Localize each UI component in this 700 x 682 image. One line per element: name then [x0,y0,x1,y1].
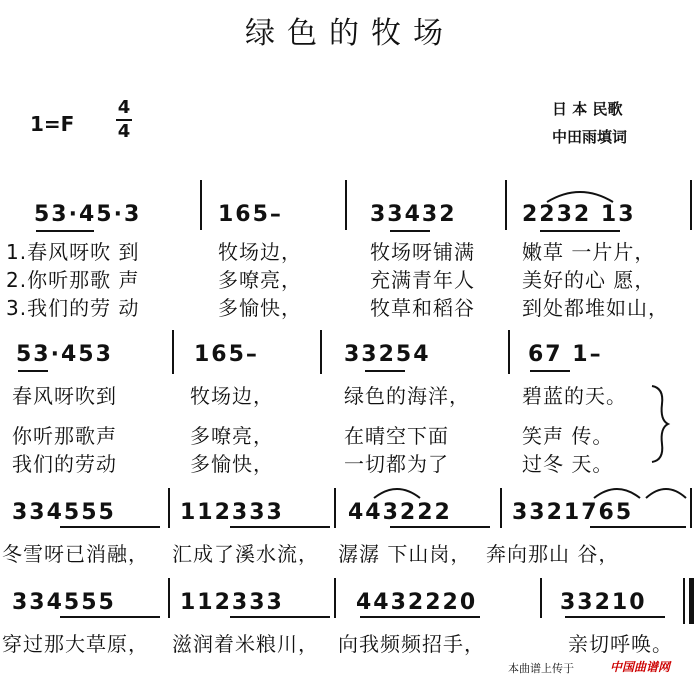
lyric-verse-2: 多嘹亮， [190,424,274,448]
measure-notes: 334555 [12,590,116,615]
lyric-line: 奔向那山 谷， [486,542,620,566]
beam-underline [36,230,94,232]
verse-bracket [648,384,672,464]
measure-notes: 165– [218,202,283,227]
lyric-line: 汇成了溪水流， [172,542,319,566]
slur [372,484,422,500]
lyric-verse-1: 牧场边， [190,384,274,408]
beam-underline [565,616,665,618]
measure-notes: 2232 13 [522,202,636,227]
measure-notes: 33210 [560,590,647,615]
lyric-verse-1: 1.春风呀吹 到 [6,240,140,264]
time-signature [116,98,132,142]
measure-notes: 3321765 [512,500,634,525]
beam-underline [360,616,480,618]
lyric-verse-3: 到处都堆如山， [522,296,669,320]
lyric-verse-1: 牧场呀铺满 [370,240,475,264]
lyric-verse-1: 嫩草 一片片， [522,240,656,264]
beam-underline [60,616,160,618]
lyric-verse-3: 多愉快， [190,452,274,476]
lyric-verse-2: 多嘹亮， [218,268,302,292]
lyric-verse-3: 多愉快， [218,296,302,320]
beam-underline [390,230,430,232]
barline [690,488,692,528]
beam-underline [365,370,405,372]
lyric-line: 滋润着米粮川， [172,632,319,656]
barline [334,578,336,618]
measure-notes: 334555 [12,500,116,525]
barline [540,578,542,618]
measure-notes: 33432 [370,202,457,227]
beam-underline [390,526,490,528]
credit-lyricist: 中田雨填词 [552,128,628,146]
time-signature-top: 4 [117,97,131,118]
lyric-verse-1: 春风呀吹到 [12,384,117,408]
lyric-verse-3: 过冬 天。 [522,452,614,476]
measure-notes: 443222 [348,500,452,525]
measure-notes: 53·453 [16,342,113,367]
measure-notes: 33254 [344,342,431,367]
measure-notes: 67 1– [528,342,603,367]
lyric-verse-3: 一切都为了 [344,452,449,476]
slur [545,186,615,204]
lyric-verse-2: 美好的心 愿， [522,268,656,292]
barline [690,180,692,230]
beam-underline [60,526,160,528]
barline [334,488,336,528]
time-signature-bottom: 4 [117,121,131,142]
beam-underline [230,616,330,618]
barline [345,180,347,230]
beam-underline [540,230,620,232]
lyric-verse-2: 在晴空下面 [344,424,449,448]
slur [644,484,688,500]
slur [592,484,642,500]
barline [168,488,170,528]
measure-notes: 4432220 [356,590,478,615]
beam-underline [18,370,48,372]
lyric-verse-2: 2.你听那歌 声 [6,268,140,292]
lyric-verse-1: 牧场边， [218,240,302,264]
final-barline-thin [683,578,685,624]
barline [200,180,202,230]
barline [168,578,170,618]
lyric-line: 向我频频招手， [338,632,485,656]
song-title: 绿色的牧场 [245,16,455,51]
final-barline-thick [689,578,694,624]
lyric-verse-3: 牧草和稻谷 [370,296,475,320]
barline [508,330,510,374]
lyric-verse-2: 你听那歌声 [12,424,117,448]
lyric-verse-3: 3.我们的劳 动 [6,296,140,320]
lyric-line: 冬雪呀已消融， [2,542,149,566]
beam-underline [230,526,330,528]
lyric-verse-2: 充满青年人 [370,268,475,292]
barline [172,330,174,374]
measure-notes: 112333 [180,590,284,615]
lyric-verse-1: 碧蓝的天。 [522,384,627,408]
beam-underline [530,370,570,372]
lyric-verse-1: 绿色的海洋， [344,384,470,408]
measure-notes: 165– [194,342,259,367]
lyric-verse-2: 笑声 传。 [522,424,614,448]
beam-underline [590,526,686,528]
barline [500,488,502,528]
lyric-line: 亲切呼唤。 [568,632,673,656]
barline [320,330,322,374]
measure-notes: 53·45·3 [34,202,142,227]
lyric-verse-3: 我们的劳动 [12,452,117,476]
barline [505,180,507,230]
footer-upload-note: 本曲谱上传于 [508,662,574,675]
credit-origin: 日 本 民歌 [552,100,623,118]
lyric-line: 潺潺 下山岗， [338,542,472,566]
site-logo-text[interactable]: 中国曲谱网 [610,660,671,674]
measure-notes: 112333 [180,500,284,525]
key-signature: 1=F [30,112,75,136]
lyric-line: 穿过那大草原， [2,632,149,656]
